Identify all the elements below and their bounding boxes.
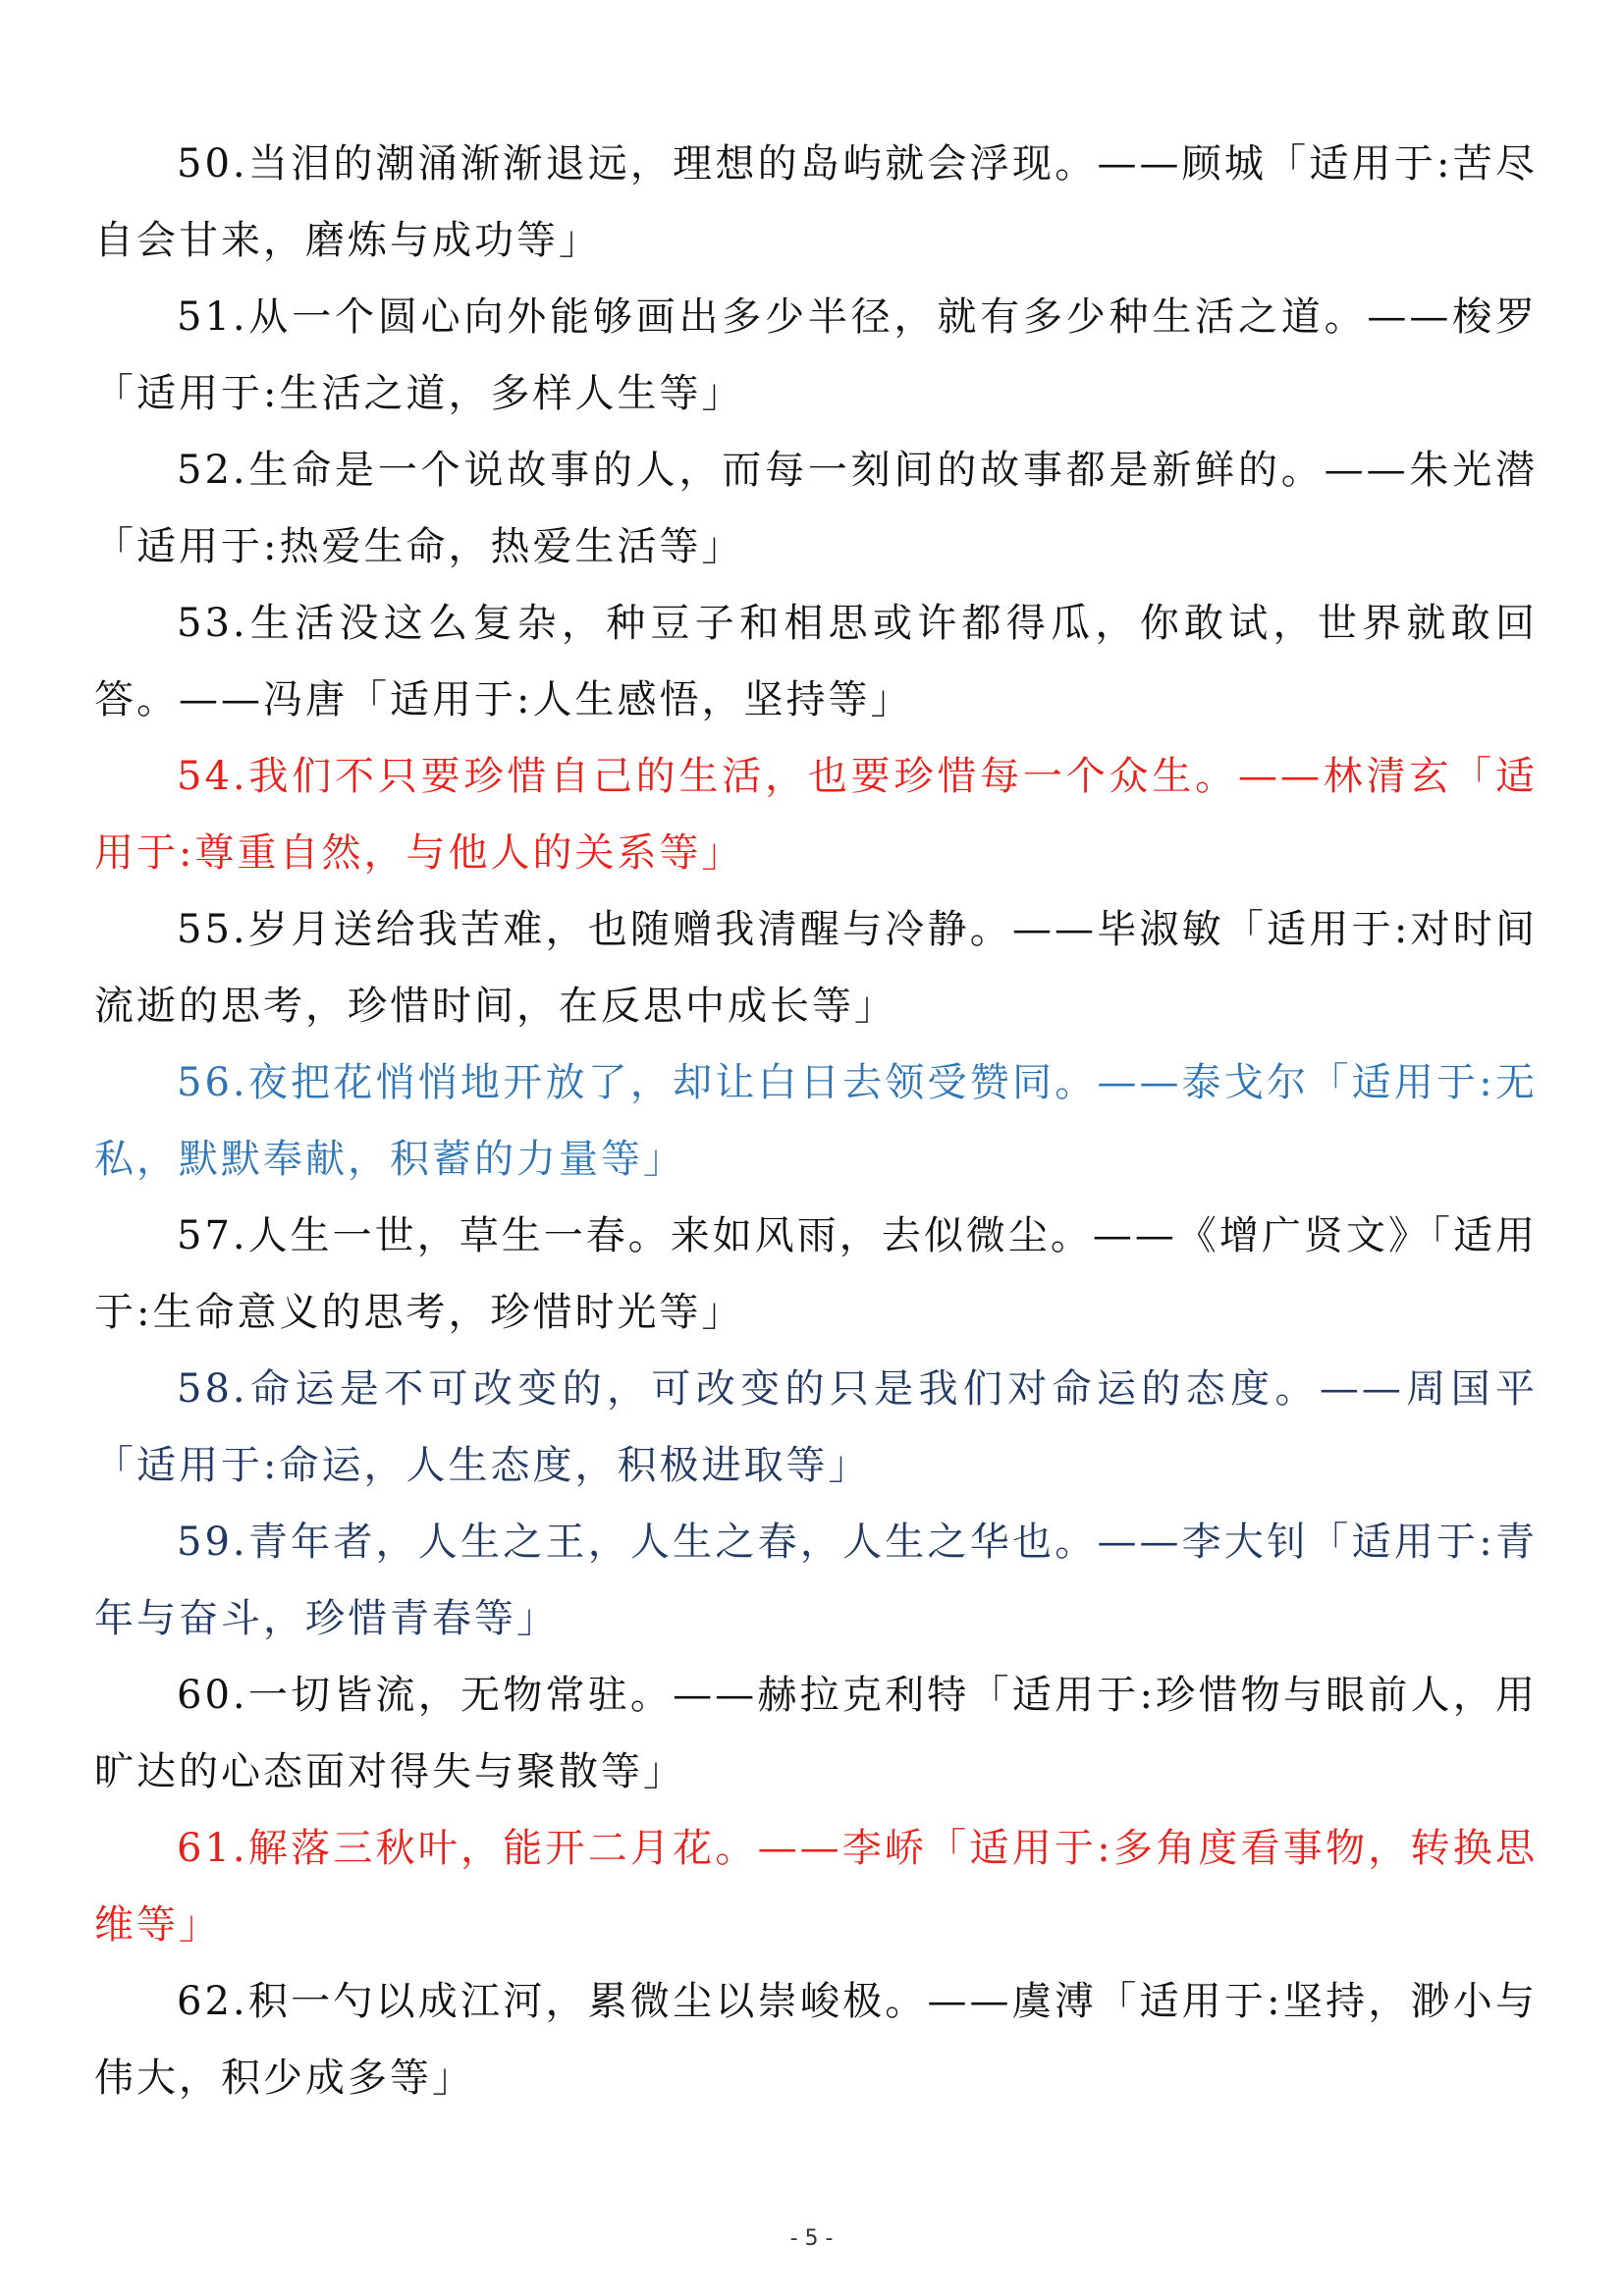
quote-number: 53. [177, 601, 248, 646]
quote-list [94, 126, 1538, 2116]
quote-item [94, 1351, 1538, 1504]
quote-number: 52. [177, 448, 248, 493]
quote-item [94, 432, 1538, 585]
quote-number: 55. [177, 907, 248, 952]
page-number: - 5 - [789, 2226, 834, 2251]
quote-text: 当泪的潮涌渐渐退远，理想的岛屿就会浮现。——顾城「适用于:苦尽自会甘来，磨炼与成功等」 [94, 141, 1538, 263]
quote-text: 生活没这么复杂，种豆子和相思或许都得瓜，你敢试，世界就敢回答。——冯唐「适用于:人生感悟，坚持等」 [94, 601, 1538, 722]
quote-number: 62. [177, 1979, 248, 2024]
quote-item [94, 738, 1538, 891]
quote-item [94, 1198, 1538, 1351]
quote-number: 59. [177, 1520, 248, 1565]
quote-number: 50. [177, 141, 248, 187]
quote-number: 57. [177, 1213, 248, 1258]
quote-number: 61. [177, 1826, 248, 1871]
quote-item [94, 1044, 1538, 1198]
quote-number: 54. [177, 754, 248, 799]
quote-item [94, 585, 1538, 738]
quote-text: 积一勺以成江河，累微尘以崇峻极。——虞溥「适用于:坚持，渺小与伟大，积少成多等」 [94, 1979, 1538, 2101]
quote-text: 岁月送给我苦难，也随赠我清醒与冷静。——毕淑敏「适用于:对时间流逝的思考，珍惜时间，在反思中成长等」 [94, 907, 1538, 1029]
quote-text: 人生一世，草生一春。来如风雨，去似微尘。——《增广贤文》「适用于:生命意义的思考，珍惜时光等」 [94, 1213, 1538, 1335]
quote-item [94, 891, 1538, 1044]
quote-number: 56. [177, 1060, 248, 1105]
quote-number: 58. [177, 1366, 248, 1412]
quote-text: 夜把花悄悄地开放了，却让白日去领受赞同。——泰戈尔「适用于:无私，默默奉献，积蓄的力量等」 [94, 1060, 1538, 1182]
quote-text: 从一个圆心向外能够画出多少半径，就有多少种生活之道。——梭罗「适用于:生活之道，多样人生等」 [94, 294, 1538, 416]
quote-text: 命运是不可改变的，可改变的只是我们对命运的态度。——周国平「适用于:命运，人生态度，积极进取等」 [94, 1366, 1538, 1488]
quote-text: 青年者，人生之王，人生之春，人生之华也。——李大钊「适用于:青年与奋斗，珍惜青春等」 [94, 1520, 1538, 1641]
quote-text: 解落三秋叶，能开二月花。——李峤「适用于:多角度看事物，转换思维等」 [94, 1826, 1538, 1948]
quote-text: 一切皆流，无物常驻。——赫拉克利特「适用于:珍惜物与眼前人，用旷达的心态面对得失与聚散等」 [94, 1673, 1538, 1794]
quote-item [94, 1963, 1538, 2116]
quote-text: 生命是一个说故事的人，而每一刻间的故事都是新鲜的。——朱光潜「适用于:热爱生命，热爱生活等」 [94, 448, 1538, 569]
quote-text: 我们不只要珍惜自己的生活，也要珍惜每一个众生。——林清玄「适用于:尊重自然，与他人的关系等」 [94, 754, 1538, 876]
quote-item [94, 126, 1538, 279]
quote-item [94, 1810, 1538, 1963]
quote-item [94, 1657, 1538, 1810]
quote-item [94, 279, 1538, 432]
quote-number: 51. [177, 294, 248, 340]
quote-number: 60. [177, 1673, 248, 1718]
quote-item [94, 1504, 1538, 1657]
